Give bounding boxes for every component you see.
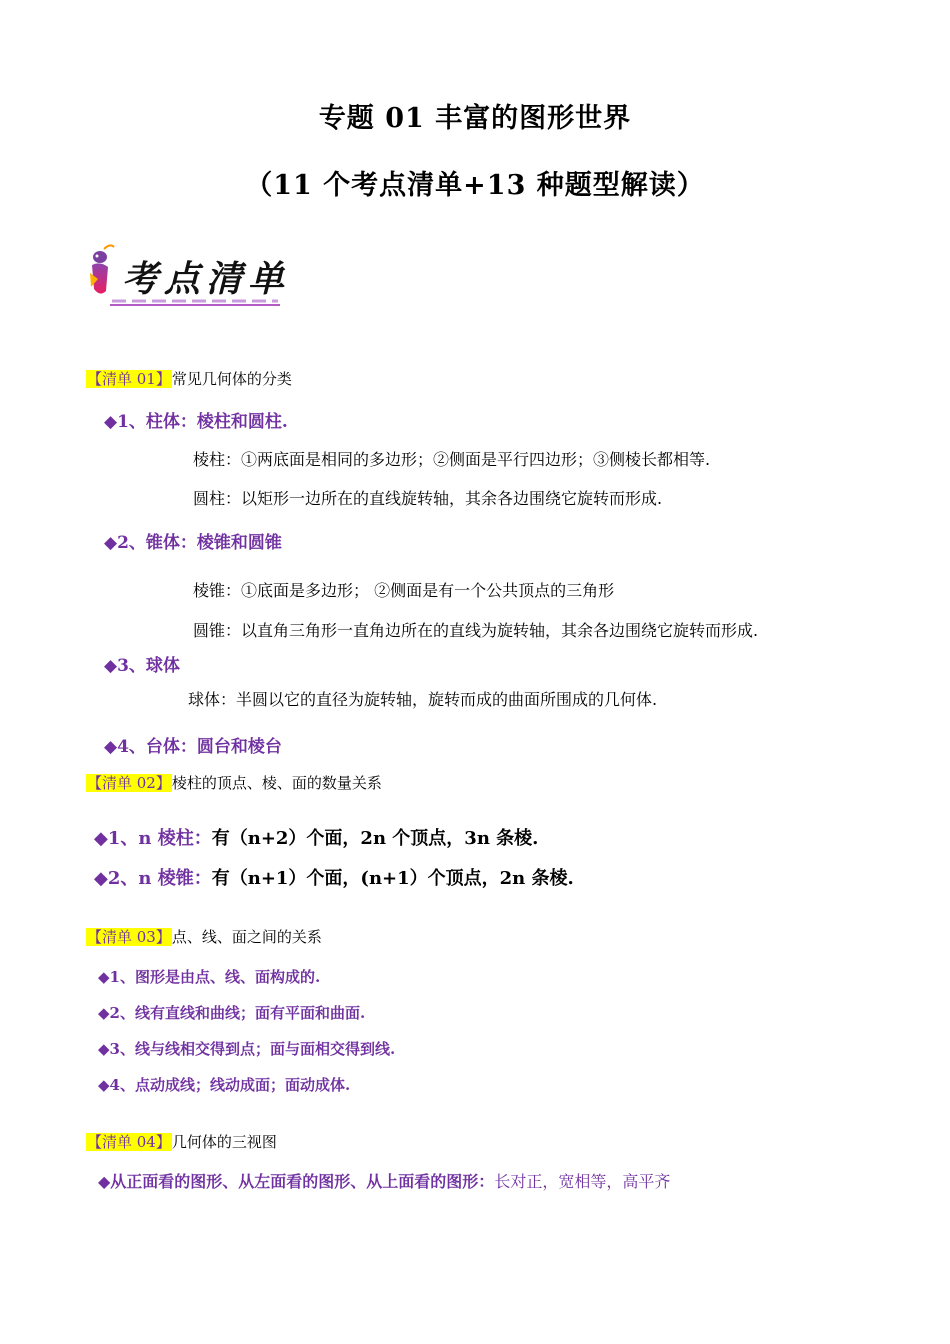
list-item: ◆从正面看的图形、从左面看的图形、从上面看的图形：长对正，宽相等，高平齐	[98, 1172, 671, 1191]
list-item: ◆2、线有直线和曲线；面有平面和曲面.	[98, 1004, 366, 1022]
list-item: 棱锥：①底面是多边形； ②侧面是有一个公共顶点的三角形	[193, 581, 615, 600]
list-item: ◆4、台体：圆台和棱台	[104, 737, 282, 757]
section-title: 棱柱的顶点、棱、面的数量关系	[171, 774, 382, 792]
section-01-heading	[86, 368, 292, 389]
section-tag: 【清单 01】	[87, 370, 171, 388]
section-title: 点、线、面之间的关系	[171, 928, 322, 946]
kaodian-qingdan-logo	[86, 243, 291, 309]
list-item: ◆3、线与线相交得到点；面与面相交得到线.	[98, 1040, 396, 1058]
list-item: 圆柱：以矩形一边所在的直线旋转轴，其余各边围绕它旋转而形成.	[193, 489, 663, 508]
list-item: ◆1、n 棱柱：有（n+2）个面，2n 个顶点，3n 条棱.	[94, 828, 539, 849]
list-item: 球体：半圆以它的直径为旋转轴，旋转而成的曲面所围成的几何体.	[188, 690, 658, 709]
section-title: 几何体的三视图	[171, 1133, 277, 1151]
logo-text: 考点清单	[122, 258, 291, 300]
list-item: ◆2、锥体：棱锥和圆锥	[104, 533, 282, 553]
document-subtitle: （11 个考点清单+13 种题型解读）	[245, 170, 705, 201]
section-03-heading	[86, 926, 322, 947]
document-title: 专题 01 丰富的图形世界	[318, 103, 632, 134]
section-tag: 【清单 02】	[87, 774, 171, 792]
list-item: ◆3、球体	[104, 656, 180, 676]
section-title: 常见几何体的分类	[171, 370, 292, 388]
list-item: 圆锥：以直角三角形一直角边所在的直线为旋转轴，其余各边围绕它旋转而形成.	[193, 621, 759, 640]
section-tag: 【清单 04】	[87, 1133, 171, 1151]
section-04-heading	[86, 1131, 277, 1152]
section-tag: 【清单 03】	[87, 928, 171, 946]
list-item: ◆4、点动成线；线动成面；面动成体.	[98, 1076, 351, 1094]
section-02-heading	[86, 772, 382, 793]
list-item: ◆1、图形是由点、线、面构成的.	[98, 968, 321, 986]
list-item: ◆1、柱体：棱柱和圆柱.	[104, 412, 288, 432]
list-item: ◆2、n 棱锥：有（n+1）个面，(n+1）个顶点，2n 条棱.	[94, 868, 574, 889]
list-item: 棱柱：①两底面是相同的多边形；②侧面是平行四边形；③侧棱长都相等.	[193, 450, 711, 469]
